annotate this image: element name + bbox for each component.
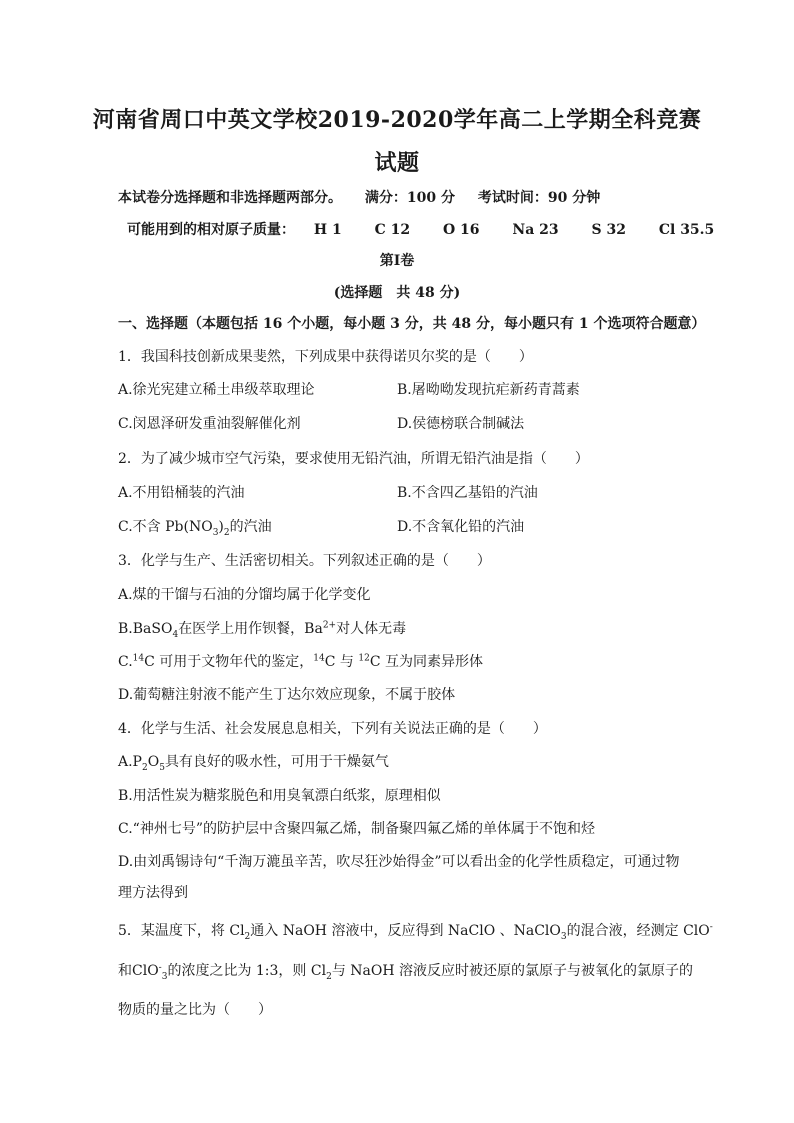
- q2-option-b: B.不含四乙基铅的汽油: [397, 485, 538, 501]
- q3-option-c: C.$^{14}$C 可用于文物年代的鉴定，$^{14}$C 与 $^{12}$C 互为同素异形体: [118, 653, 483, 670]
- atomic-mass-item: S 32: [591, 222, 626, 238]
- q3-option-a: A.煤的干馏与石油的分馏均属于化学变化: [118, 587, 371, 603]
- exam-title-line2: 试题: [374, 150, 420, 176]
- q4-option-d-line1: D.由刘禹锡诗句“千淘万漉虽辛苦，吹尽狂沙始得金”可以看出金的化学性质稳定，可通过物: [118, 854, 680, 870]
- exam-parts-text: 本试卷分选择题和非选择题两部分。: [118, 190, 342, 206]
- atomic-mass-item: Cl 35.5: [658, 222, 715, 238]
- q2-option-a: A.不用铅桶装的汽油: [118, 485, 245, 501]
- exam-time-text: 考试时间：90 分钟: [477, 190, 601, 206]
- q3-option-b: B.BaSO$_4$在医学上用作钡餐，$Ba^{2+}$对人体无毒: [118, 620, 407, 640]
- q1-option-b: B.屠呦呦发现抗疟新药青蒿素: [397, 382, 580, 398]
- q1-option-d: D.侯德榜联合制碱法: [397, 416, 525, 432]
- volume-name: 第Ⅰ卷: [379, 253, 415, 269]
- question-5-line1: 5．某温度下，将 $Cl_2$通入 NaOH 溶液中，反应得到 NaClO 、NaClO$_3$的混合液，经测定 ClO-: [118, 922, 713, 942]
- q4-option-c: C.“神州七号”的防护层中含聚四氟乙烯，制备聚四氟乙烯的单体属于不饱和烃: [118, 821, 595, 837]
- question-3-stem: 3．化学与生产、生活密切相关。下列叙述正确的是（ ）: [118, 553, 491, 569]
- q3-option-d: D.葡萄糖注射液不能产生丁达尔效应现象，不属于胶体: [118, 687, 456, 703]
- section-heading: 一、选择题（本题包括 16 个小题，每小题 3 分，共 48 分，每小题只有 1 个选项符合题意）: [118, 316, 706, 332]
- q4-option-d-line2: 理方法得到: [118, 885, 188, 901]
- q2-option-d: D.不含氧化铅的汽油: [397, 519, 525, 535]
- atomic-mass-item: O 16: [442, 222, 480, 238]
- exam-score-text: 满分：100 分: [364, 190, 455, 206]
- question-2-stem: 2．为了减少城市空气污染，要求使用无铅汽油，所谓无铅汽油是指（ ）: [118, 451, 589, 467]
- q1-option-c: C.闵恩泽研发重油裂解催化剂: [118, 416, 301, 432]
- question-5-line2: 和ClO-$_3$的浓度之比为 1:3，则 $Cl_2$与 NaOH 溶液反应时被还原的氯原子与被氧化的氯原子的: [118, 962, 693, 982]
- atomic-mass-item: C 12: [374, 222, 411, 238]
- volume-subtitle: (选择题 共 48 分): [333, 285, 461, 301]
- q1-option-a: A.徐光宪建立稀土串级萃取理论: [118, 382, 315, 398]
- exam-info: [118, 187, 600, 207]
- q4-option-a: $A.P_2O_5$具有良好的吸水性，可用于干燥氨气: [118, 754, 389, 773]
- atomic-mass-item: Na 23: [512, 222, 559, 238]
- atomic-mass-label: 可能用到的相对原子质量：: [127, 222, 295, 238]
- atomic-mass-line: [127, 219, 742, 239]
- exam-title-line1: 河南省周口中英文学校2019-2020学年高二上学期全科竞赛: [92, 107, 702, 133]
- q4-option-b: B.用活性炭为糖浆脱色和用臭氧漂白纸浆，原理相似: [118, 788, 441, 804]
- question-5-line3: 物质的量之比为（ ）: [118, 1002, 272, 1018]
- q2-option-c: C.不含 $Pb(NO_3)_2$的汽油: [118, 519, 272, 538]
- atomic-mass-item: H 1: [313, 222, 342, 238]
- question-1-stem: 1．我国科技创新成果斐然，下列成果中获得诺贝尔奖的是（ ）: [118, 349, 533, 365]
- question-4-stem: 4．化学与生活、社会发展息息相关，下列有关说法正确的是（ ）: [118, 721, 547, 737]
